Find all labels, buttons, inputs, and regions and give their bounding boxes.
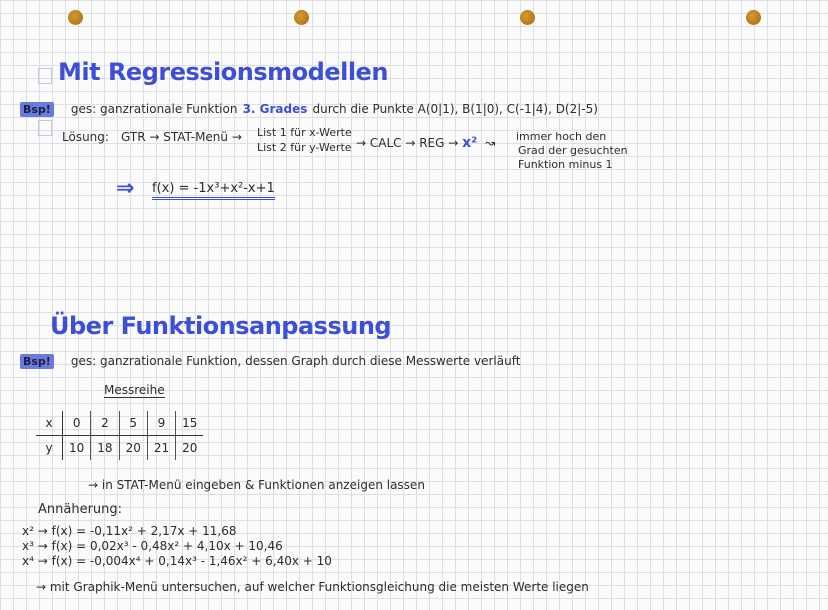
bsp-badge: Bsp! — [20, 102, 54, 117]
task-points: durch die Punkte A(0|1), B(1|0), C(-1|4), D(2|-5) — [312, 102, 598, 116]
result-equation — [152, 181, 275, 196]
tilde-arrow-icon: ↝ — [485, 136, 496, 150]
table-header-x: x — [36, 411, 63, 436]
task-text: ges: ganzrationale Funktion — [70, 102, 238, 116]
step-gtr-stat: GTR → STAT-Menü → — [121, 130, 242, 144]
table-cell: 18 — [91, 436, 119, 461]
example-line-1 — [20, 98, 598, 117]
task-degree: 3. Grades — [242, 102, 308, 116]
approximation-lines — [22, 524, 332, 569]
measurement-table — [36, 411, 203, 460]
conclusion-text: → mit Graphik-Menü untersuchen, auf welcher Funktionsgleichung die meisten Werte liegen — [36, 580, 589, 594]
example-line-2 — [20, 350, 520, 369]
degree-note — [516, 130, 628, 172]
bsp-badge: Bsp! — [20, 354, 54, 369]
table-header-y: y — [36, 436, 63, 461]
measurement-table-grid — [36, 411, 203, 460]
table-cell: 10 — [63, 436, 91, 461]
binder-hole-1 — [68, 10, 83, 25]
faded-margin-icon — [38, 68, 52, 84]
binder-hole-3 — [520, 10, 535, 25]
note-line: Funktion minus 1 — [518, 158, 613, 171]
note-line: Grad der gesuchten — [518, 144, 628, 157]
annaeherung-label: Annäherung: — [38, 502, 123, 517]
table-cell: 0 — [63, 411, 91, 436]
approximation-line: x² → f(x) = -0,11x² + 2,17x + 11,68 — [22, 524, 237, 538]
approximation-line: x⁴ → f(x) = -0,004x⁴ + 0,14x³ - 1,46x² + 6,40x + 10 — [22, 554, 332, 568]
table-row-x — [36, 411, 203, 436]
table-cell: 15 — [176, 411, 204, 436]
result-equation-text: f(x) = -1x³+x²-x+1 — [152, 181, 275, 200]
step-calc-reg — [356, 135, 495, 151]
table-cell: 20 — [119, 436, 147, 461]
faded-margin-icon — [38, 120, 52, 136]
table-cell: 9 — [147, 411, 175, 436]
messreihe-label — [104, 383, 165, 397]
implies-arrow-icon: ⇒ — [116, 176, 135, 201]
instruction-text: → in STAT-Menü eingeben & Funktionen anzeigen lassen — [88, 478, 425, 492]
binder-hole-2 — [294, 10, 309, 25]
table-cell: 2 — [91, 411, 119, 436]
note-line: immer hoch den — [516, 130, 607, 143]
table-cell: 20 — [182, 441, 198, 455]
approximation-line: x³ → f(x) = 0,02x³ - 0,48x² + 4,10x + 10,46 — [22, 539, 283, 553]
section-title-regression: Mit Regressionsmodellen — [58, 58, 388, 86]
x-squared-label: x² — [462, 135, 478, 151]
section-title-funktionsanpassung: Über Funktionsanpassung — [50, 312, 392, 340]
list1-text: List 1 für x-Werte — [257, 126, 352, 139]
table-cell: 21 — [147, 436, 175, 461]
loesung-label: Lösung: — [62, 130, 109, 144]
list2-text: List 2 für y-Werte — [257, 141, 352, 154]
binder-hole-4 — [746, 10, 761, 25]
step-calc-reg-text: → CALC → REG → — [356, 136, 459, 150]
table-cell: 5 — [119, 411, 147, 436]
task-text-2: ges: ganzrationale Funktion, dessen Graph durch diese Messwerte verläuft — [70, 354, 521, 368]
messreihe-text: Messreihe — [104, 383, 165, 397]
table-row-y — [36, 436, 203, 461]
